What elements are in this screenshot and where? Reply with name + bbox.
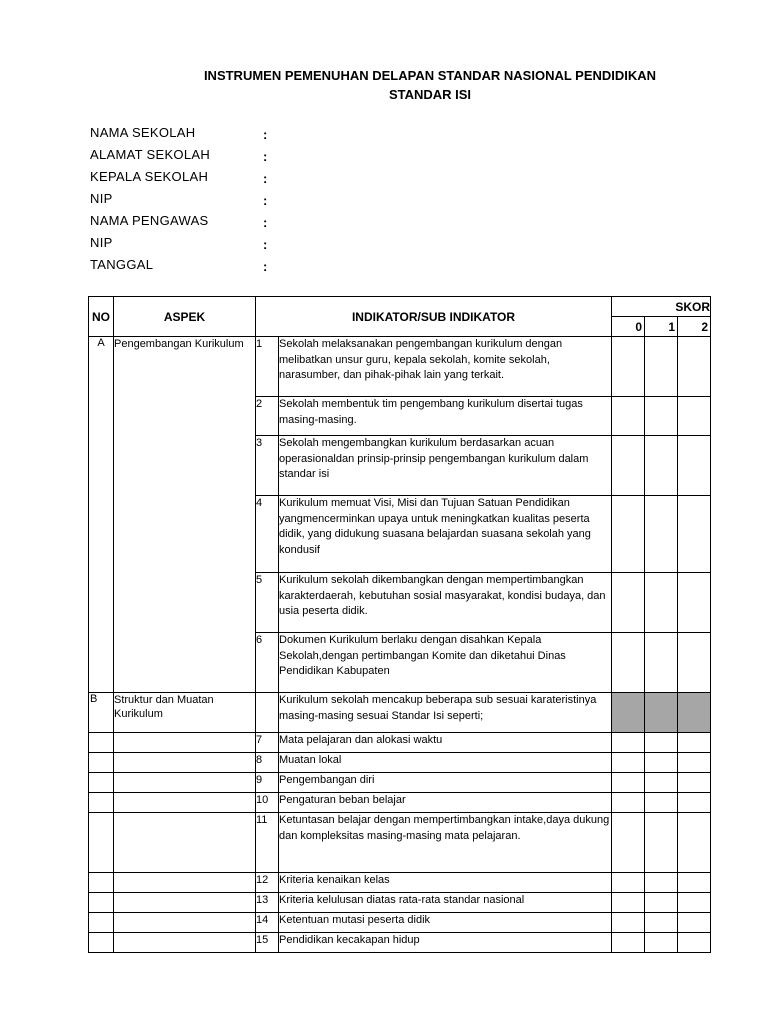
row-indicator: Pengaturan beban belajar bbox=[279, 793, 612, 813]
row-number: 2 bbox=[256, 397, 279, 436]
row-number: 15 bbox=[256, 933, 279, 953]
score-cell-2[interactable] bbox=[678, 873, 711, 893]
score-cell-2[interactable] bbox=[678, 633, 711, 693]
field-colon: : bbox=[263, 127, 268, 142]
section-b-aspek: Struktur dan Muatan Kurikulum bbox=[114, 693, 256, 733]
section-b-intro: Kurikulum sekolah mencakup beberapa sub sesuai karateristinya masing-masing sesuai Standar Isi seperti; bbox=[279, 693, 612, 733]
score-cell-1[interactable] bbox=[645, 397, 678, 436]
score-cell-2[interactable] bbox=[678, 913, 711, 933]
header-skor: SKOR bbox=[612, 297, 711, 317]
score-cell-2[interactable] bbox=[678, 793, 711, 813]
row-number: 8 bbox=[256, 753, 279, 773]
row-indicator: Ketentuan mutasi peserta didik bbox=[279, 913, 612, 933]
table-row bbox=[89, 753, 711, 773]
score-cell-1[interactable] bbox=[645, 873, 678, 893]
score-cell-1[interactable] bbox=[645, 913, 678, 933]
row-indicator: Ketuntasan belajar dengan mempertimbangkan intake,daya dukung dan kompleksitas masing-masing mata pelajaran. bbox=[279, 813, 612, 873]
row-number: 11 bbox=[256, 813, 279, 873]
table-row bbox=[89, 793, 711, 813]
score-cell-1[interactable] bbox=[645, 496, 678, 573]
score-cell-2[interactable] bbox=[678, 753, 711, 773]
header-no: NO bbox=[89, 297, 114, 337]
section-a-aspek: Pengembangan Kurikulum bbox=[114, 337, 256, 693]
row-number: 4 bbox=[256, 496, 279, 573]
row-indicator: Kurikulum sekolah dikembangkan dengan mempertimbangkan karakterdaerah, kebutuhan sosial masyarakat, kondisi budaya, dan usia peserta didik. bbox=[279, 573, 612, 633]
field-colon: : bbox=[263, 215, 268, 230]
score-cell-0[interactable] bbox=[612, 893, 645, 913]
score-cell-disabled bbox=[678, 693, 711, 733]
score-cell-1[interactable] bbox=[645, 573, 678, 633]
score-cell-0[interactable] bbox=[612, 913, 645, 933]
row-number: 6 bbox=[256, 633, 279, 693]
field-label-kepala-sekolah: KEPALA SEKOLAH bbox=[90, 169, 209, 184]
score-cell-2[interactable] bbox=[678, 813, 711, 873]
row-indicator: Sekolah membentuk tim pengembang kurikulum disertai tugas masing-masing. bbox=[279, 397, 612, 436]
score-cell-0[interactable] bbox=[612, 873, 645, 893]
score-cell-1[interactable] bbox=[645, 813, 678, 873]
row-number: 7 bbox=[256, 733, 279, 753]
score-cell-0[interactable] bbox=[612, 793, 645, 813]
row-indicator: Mata pelajaran dan alokasi waktu bbox=[279, 733, 612, 753]
table-row bbox=[89, 337, 711, 397]
row-indicator: Sekolah melaksanakan pengembangan kurikulum dengan melibatkan unsur guru, kepala sekolah, komite sekolah, narasumber, dan pihak-pihak lain yang terkait. bbox=[279, 337, 612, 397]
field-label-nip: NIP bbox=[90, 191, 113, 206]
table-row bbox=[89, 893, 711, 913]
field-label-alamat-sekolah: ALAMAT SEKOLAH bbox=[90, 147, 211, 162]
table-row bbox=[89, 773, 711, 793]
row-indicator: Pendidikan kecakapan hidup bbox=[279, 933, 612, 953]
header-skor-0: 0 bbox=[612, 317, 645, 337]
field-colon: : bbox=[263, 259, 268, 274]
score-cell-2[interactable] bbox=[678, 933, 711, 953]
score-cell-disabled bbox=[645, 693, 678, 733]
table-row bbox=[89, 913, 711, 933]
title-line-1: INSTRUMEN PEMENUHAN DELAPAN STANDAR NASIONAL PENDIDIKAN bbox=[203, 68, 657, 83]
score-cell-0[interactable] bbox=[612, 933, 645, 953]
score-cell-0[interactable] bbox=[612, 397, 645, 436]
score-cell-2[interactable] bbox=[678, 436, 711, 496]
score-cell-0[interactable] bbox=[612, 436, 645, 496]
table-row bbox=[89, 733, 711, 753]
score-cell-0[interactable] bbox=[612, 337, 645, 397]
table-row bbox=[89, 933, 711, 953]
score-cell-1[interactable] bbox=[645, 633, 678, 693]
score-cell-2[interactable] bbox=[678, 773, 711, 793]
row-indicator: Pengembangan diri bbox=[279, 773, 612, 793]
section-a-no: A bbox=[89, 337, 114, 693]
score-cell-2[interactable] bbox=[678, 337, 711, 397]
field-colon: : bbox=[263, 237, 268, 252]
row-number-empty bbox=[256, 693, 279, 733]
field-colon: : bbox=[263, 193, 268, 208]
table-row bbox=[89, 873, 711, 893]
score-cell-disabled bbox=[612, 693, 645, 733]
row-number: 5 bbox=[256, 573, 279, 633]
table-row bbox=[89, 693, 711, 733]
score-cell-1[interactable] bbox=[645, 893, 678, 913]
row-number: 9 bbox=[256, 773, 279, 793]
score-cell-1[interactable] bbox=[645, 337, 678, 397]
score-cell-0[interactable] bbox=[612, 813, 645, 873]
score-cell-1[interactable] bbox=[645, 773, 678, 793]
score-cell-1[interactable] bbox=[645, 793, 678, 813]
assessment-table bbox=[88, 296, 711, 953]
header-skor-1: 1 bbox=[645, 317, 678, 337]
row-number: 10 bbox=[256, 793, 279, 813]
row-number: 13 bbox=[256, 893, 279, 913]
section-b-no: B bbox=[89, 693, 114, 733]
field-label-nama-sekolah: NAMA SEKOLAH bbox=[90, 125, 196, 140]
field-colon: : bbox=[263, 171, 268, 186]
score-cell-0[interactable] bbox=[612, 733, 645, 753]
row-indicator: Kriteria kelulusan diatas rata-rata standar nasional bbox=[279, 893, 612, 913]
header-aspek: ASPEK bbox=[114, 297, 256, 337]
field-colon: : bbox=[263, 149, 268, 164]
row-indicator: Muatan lokal bbox=[279, 753, 612, 773]
header-indikator: INDIKATOR/SUB INDIKATOR bbox=[256, 297, 612, 337]
row-number: 14 bbox=[256, 913, 279, 933]
row-number: 3 bbox=[256, 436, 279, 496]
score-cell-0[interactable] bbox=[612, 753, 645, 773]
table-row bbox=[89, 813, 711, 873]
score-cell-2[interactable] bbox=[678, 733, 711, 753]
score-cell-1[interactable] bbox=[645, 436, 678, 496]
row-number: 12 bbox=[256, 873, 279, 893]
score-cell-1[interactable] bbox=[645, 933, 678, 953]
field-label-tanggal: TANGGAL bbox=[90, 257, 154, 272]
score-cell-1[interactable] bbox=[645, 753, 678, 773]
score-cell-0[interactable] bbox=[612, 633, 645, 693]
row-indicator: Sekolah mengembangkan kurikulum berdasarkan acuan operasionaldan prinsip-prinsip pengembangan kurikulum dalam standar isi bbox=[279, 436, 612, 496]
field-label-nama-pengawas: NAMA PENGAWAS bbox=[90, 213, 209, 228]
score-cell-2[interactable] bbox=[678, 573, 711, 633]
score-cell-2[interactable] bbox=[678, 893, 711, 913]
score-cell-2[interactable] bbox=[678, 496, 711, 573]
row-number: 1 bbox=[256, 337, 279, 397]
row-indicator: Kriteria kenaikan kelas bbox=[279, 873, 612, 893]
header-skor-2: 2 bbox=[678, 317, 711, 337]
score-cell-0[interactable] bbox=[612, 773, 645, 793]
score-cell-0[interactable] bbox=[612, 496, 645, 573]
title-line-2: STANDAR ISI bbox=[388, 87, 472, 102]
score-cell-2[interactable] bbox=[678, 397, 711, 436]
field-label-nip-pengawas: NIP bbox=[90, 235, 113, 250]
row-indicator: Kurikulum memuat Visi, Misi dan Tujuan Satuan Pendidikan yangmencerminkan upaya untuk meningkatkan kualitas peserta didik, yang didukung suasana belajardan suasana sekolah yang kondusif bbox=[279, 496, 612, 573]
score-cell-1[interactable] bbox=[645, 733, 678, 753]
score-cell-0[interactable] bbox=[612, 573, 645, 633]
row-indicator: Dokumen Kurikulum berlaku dengan disahkan Kepala Sekolah,dengan pertimbangan Komite dan diketahui Dinas Pendidikan Kabupaten bbox=[279, 633, 612, 693]
